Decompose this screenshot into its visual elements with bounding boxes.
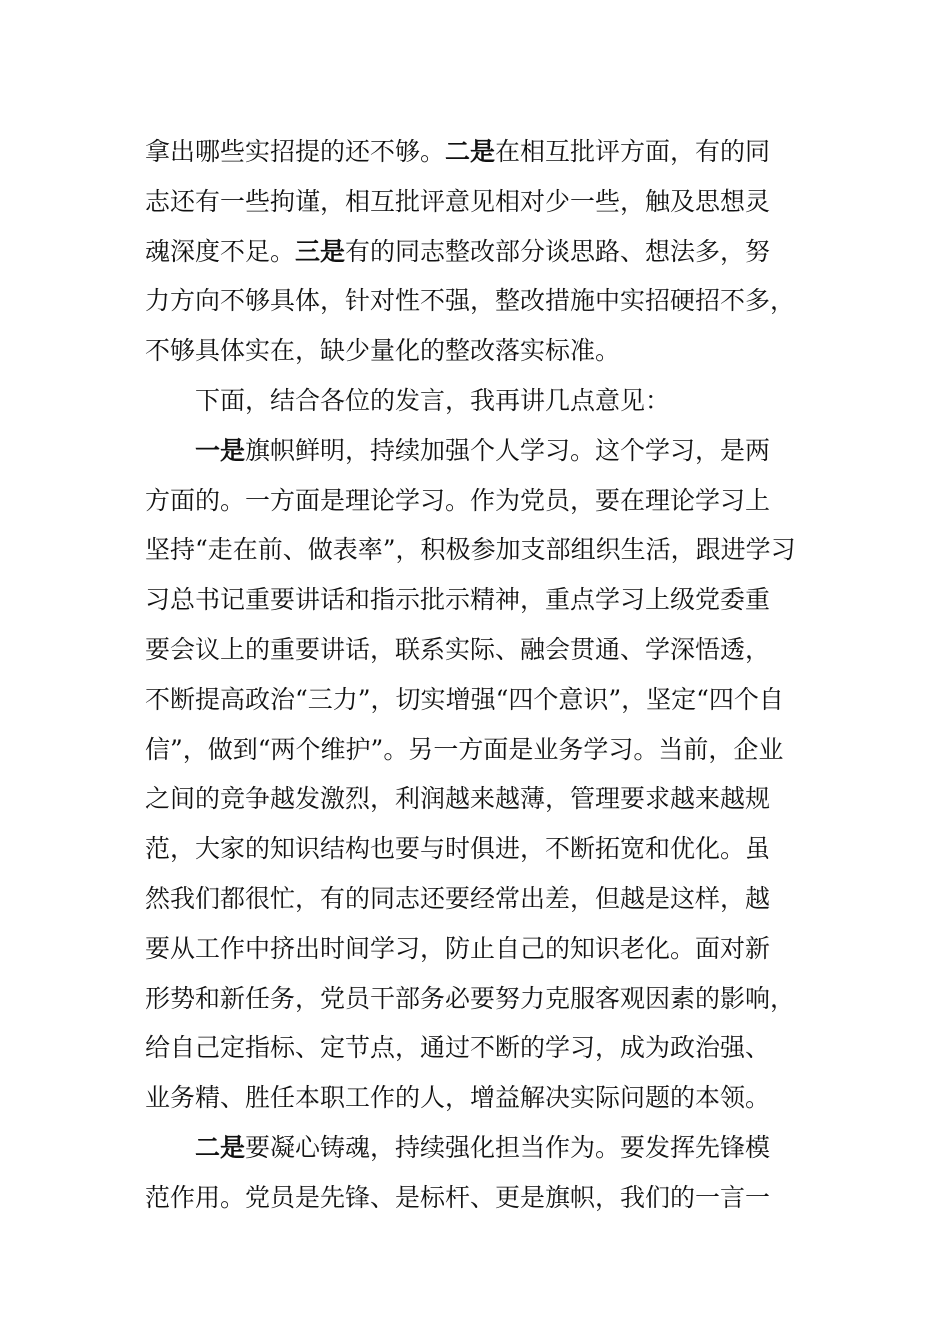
text-line (145, 725, 811, 775)
text-line (145, 774, 811, 824)
text-line (145, 1073, 811, 1123)
emphasis-text: 一是 (195, 435, 246, 465)
body-text-run: 范，大家的知识结构也要与时俱进，不断拓宽和优化。虽 (145, 834, 771, 864)
emphasis-text: 二是 (195, 1132, 246, 1162)
text-line (145, 824, 811, 874)
body-text-run: 力方向不够具体，针对性不强，整改措施中实招硬招不多， (145, 286, 796, 316)
body-text (145, 127, 811, 1223)
text-line (145, 376, 811, 426)
text-line (145, 874, 811, 924)
body-text-run: 习总书记重要讲话和指示批示精神，重点学习上级党委重 (145, 585, 771, 615)
body-text-run: 不够具体实在，缺少量化的整改落实标准。 (145, 336, 621, 366)
body-text-run: 要从工作中挤出时间学习，防止自己的知识老化。面对新 (145, 933, 771, 963)
body-text-run: 在相互批评方面，有的同 (495, 137, 771, 166)
emphasis-text: 三是 (295, 236, 346, 266)
text-line (145, 276, 811, 326)
text-line (145, 476, 811, 526)
body-text-run: 坚持“走在前、做表率”，积极参加支部组织生活，跟进学习 (145, 535, 796, 565)
text-line (145, 127, 811, 177)
body-text-run: 业务精、胜任本职工作的人，增益解决实际问题的本领。 (145, 1083, 771, 1113)
text-line (145, 1173, 811, 1223)
text-line (145, 326, 811, 376)
body-text-run: 方面的。一方面是理论学习。作为党员，要在理论学习上 (145, 485, 771, 515)
body-text-run: 有的同志整改部分谈思路、想法多，努 (345, 236, 771, 266)
text-line (145, 924, 811, 974)
body-text-run: 要凝心铸魂，持续强化担当作为。要发挥先锋模 (245, 1132, 771, 1162)
body-text-run: 下面，结合各位的发言，我再讲几点意见： (195, 385, 671, 415)
emphasis-text: 二是 (445, 137, 496, 166)
text-line (145, 1123, 811, 1173)
text-line (145, 177, 811, 227)
text-line (145, 675, 811, 725)
body-text-run: 旗帜鲜明，持续加强个人学习。这个学习，是两 (245, 435, 771, 465)
body-text-run: 给自己定指标、定节点，通过不断的学习，成为政治强、 (145, 1033, 771, 1063)
body-text-run: 魂深度不足。 (145, 236, 296, 266)
body-text-run: 形势和新任务，党员干部务必要努力克服客观因素的影响， (145, 983, 796, 1013)
body-text-run: 要会议上的重要讲话，联系实际、融会贯通、学深悟透， (145, 634, 771, 664)
body-text-run: 不断提高政治“三力”，切实增强“四个意识”，坚定“四个自 (145, 684, 784, 714)
body-text-run: 志还有一些拘谨，相互批评意见相对少一些，触及思想灵 (145, 186, 771, 216)
text-line (145, 625, 811, 675)
text-line (145, 575, 811, 625)
body-text-run: 然我们都很忙，有的同志还要经常出差，但越是这样，越 (145, 883, 771, 913)
text-line (145, 974, 811, 1024)
text-line (145, 426, 811, 476)
body-text-run: 拿出哪些实招提的还不够。 (145, 137, 446, 166)
body-text-run: 之间的竞争越发激烈，利润越来越薄，管理要求越来越规 (145, 784, 771, 814)
text-line (145, 1023, 811, 1073)
text-line (145, 227, 811, 277)
body-text-run: 信”，做到“两个维护”。另一方面是业务学习。当前，企业 (145, 734, 784, 764)
body-text-run: 范作用。党员是先锋、是标杆、更是旗帜，我们的一言一 (145, 1182, 771, 1212)
text-line (145, 525, 811, 575)
